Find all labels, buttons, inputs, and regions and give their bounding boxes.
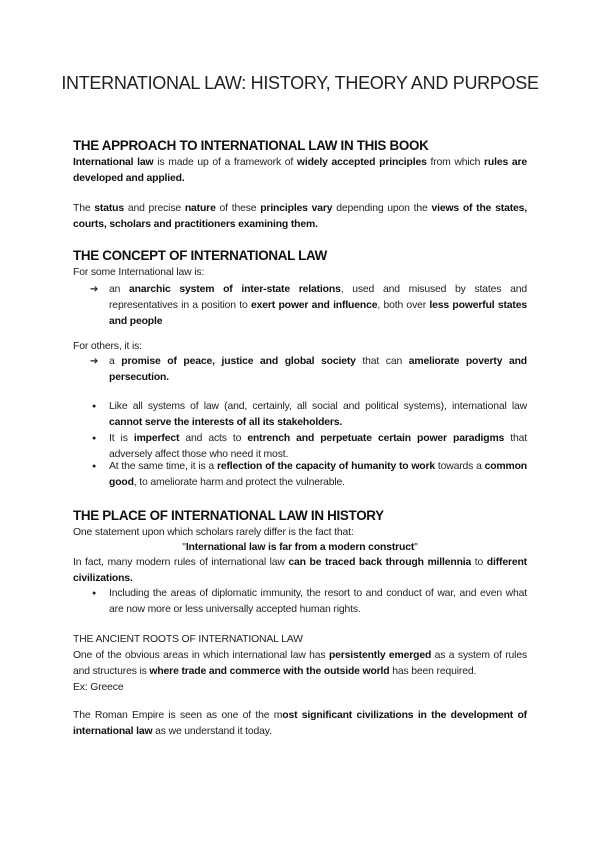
bold-text: imperfect bbox=[133, 433, 180, 444]
document-title: INTERNATIONAL LAW: HISTORY, THEORY AND PURPOSE bbox=[61, 73, 539, 93]
bold-text: exert power and influence bbox=[251, 300, 378, 311]
paragraph bbox=[73, 339, 527, 355]
text: In fact, many modern rules of international law bbox=[73, 557, 289, 568]
text: has been required. bbox=[389, 666, 477, 677]
paragraph bbox=[73, 201, 527, 233]
bold-text: entrench and perpetuate certain power paradigms bbox=[247, 433, 505, 444]
text: a bbox=[109, 356, 122, 367]
paragraph bbox=[73, 680, 527, 696]
paragraph bbox=[73, 555, 527, 587]
paragraph bbox=[73, 155, 527, 187]
bold-text: principles vary bbox=[260, 203, 333, 214]
subheading-ancient-roots: THE ANCIENT ROOTS OF INTERNATIONAL LAW bbox=[73, 634, 303, 645]
text: and acts to bbox=[179, 433, 248, 444]
bullet-icon: ● bbox=[92, 435, 97, 442]
bold-text: different civilizations. bbox=[73, 557, 527, 584]
text: that can bbox=[355, 356, 409, 367]
bullet-list-item bbox=[92, 586, 527, 618]
text: and precise bbox=[124, 203, 185, 214]
bullet-icon: ● bbox=[92, 403, 97, 410]
text: , both over bbox=[377, 300, 430, 311]
text: One statement upon which scholars rarely differ is the fact that: bbox=[73, 527, 354, 538]
bullet-list-item bbox=[92, 399, 527, 431]
text: The bbox=[73, 203, 95, 214]
bold-text: less powerful states and people bbox=[109, 300, 528, 327]
bullet-icon: ● bbox=[92, 463, 97, 470]
text: is made up of a framework of bbox=[153, 157, 297, 168]
bold-text: can be traced back through millennia bbox=[288, 557, 472, 568]
quote bbox=[73, 540, 527, 556]
list-item-text bbox=[109, 356, 527, 383]
text: It is bbox=[109, 433, 134, 444]
paragraph bbox=[73, 265, 527, 281]
text: an bbox=[109, 284, 130, 295]
paragraph bbox=[73, 648, 527, 680]
text: of these bbox=[215, 203, 261, 214]
paragraph bbox=[73, 525, 527, 541]
bold-text: International law is far from a modern construct bbox=[185, 542, 415, 553]
section-heading-history: THE PLACE OF INTERNATIONAL LAW IN HISTORY bbox=[73, 508, 384, 523]
bold-text: anarchic system of inter-state relations bbox=[129, 284, 341, 295]
text: to bbox=[471, 557, 487, 568]
text: The Roman Empire is seen as one of the m bbox=[73, 710, 283, 721]
list-item-text bbox=[109, 401, 527, 428]
bold-text: nature bbox=[184, 203, 216, 214]
text: Like all systems of law (and, certainly, all social and political systems), international law bbox=[109, 401, 527, 412]
text: as a system of rules and structures is bbox=[73, 650, 527, 677]
bold-text: common good bbox=[109, 461, 528, 488]
text: towards a bbox=[435, 461, 485, 472]
text: , to ameliorate harm and protect the vulnerable. bbox=[133, 477, 345, 488]
text: Ex: Greece bbox=[73, 682, 124, 693]
text: " bbox=[414, 542, 418, 553]
text: One of the obvious areas in which international law has bbox=[73, 650, 329, 661]
text: , used and misused by states and representatives in a position to bbox=[109, 284, 528, 311]
bullet-icon: ● bbox=[92, 590, 97, 597]
arrow-list-item bbox=[90, 282, 528, 330]
arrow-icon: ➔ bbox=[90, 356, 99, 367]
section-heading-concept: THE CONCEPT OF INTERNATIONAL LAW bbox=[73, 248, 327, 263]
bold-text: promise of peace, justice and global society bbox=[121, 356, 356, 367]
arrow-list-item bbox=[90, 354, 527, 386]
text: At the same time, it is a bbox=[109, 461, 217, 472]
bold-text: persistently emerged bbox=[328, 650, 432, 661]
list-item-text bbox=[109, 461, 527, 488]
text: Including the areas of diplomatic immunity, the resort to and conduct of war, and even what are now more or less universally accepted human rights. bbox=[109, 588, 527, 615]
bold-text: reflection of the capacity of humanity to work bbox=[216, 461, 436, 472]
text: For some International law is: bbox=[73, 267, 205, 278]
bullet-list-item bbox=[92, 459, 528, 491]
text: For others, it is: bbox=[73, 341, 142, 352]
bold-text: ost significant civilizations in the development of international law bbox=[73, 710, 527, 737]
arrow-icon: ➔ bbox=[90, 284, 99, 295]
text: from which bbox=[426, 157, 484, 168]
paragraph bbox=[73, 708, 527, 740]
section-heading-approach: THE APPROACH TO INTERNATIONAL LAW IN THIS BOOK bbox=[73, 138, 429, 153]
list-item-text bbox=[109, 433, 527, 460]
bold-text: International law bbox=[73, 157, 154, 168]
text: " bbox=[182, 542, 186, 553]
bold-text: status bbox=[94, 203, 125, 214]
bold-text: ameliorate poverty and persecution. bbox=[109, 356, 527, 383]
bold-text: cannot serve the interests of all its stakeholders. bbox=[109, 417, 343, 428]
bold-text: rules are developed and applied. bbox=[73, 157, 527, 184]
bold-text: where trade and commerce with the outside world bbox=[149, 666, 390, 677]
bold-text: views of the states, courts, scholars and practitioners examining them. bbox=[73, 203, 528, 230]
bold-text: widely accepted principles bbox=[296, 157, 427, 168]
text: that adversely affect those who need it most. bbox=[109, 433, 528, 460]
list-item-text bbox=[109, 284, 527, 327]
text: as we understand it today. bbox=[152, 726, 272, 737]
list-item-text bbox=[109, 588, 527, 615]
text: depending upon the bbox=[332, 203, 432, 214]
